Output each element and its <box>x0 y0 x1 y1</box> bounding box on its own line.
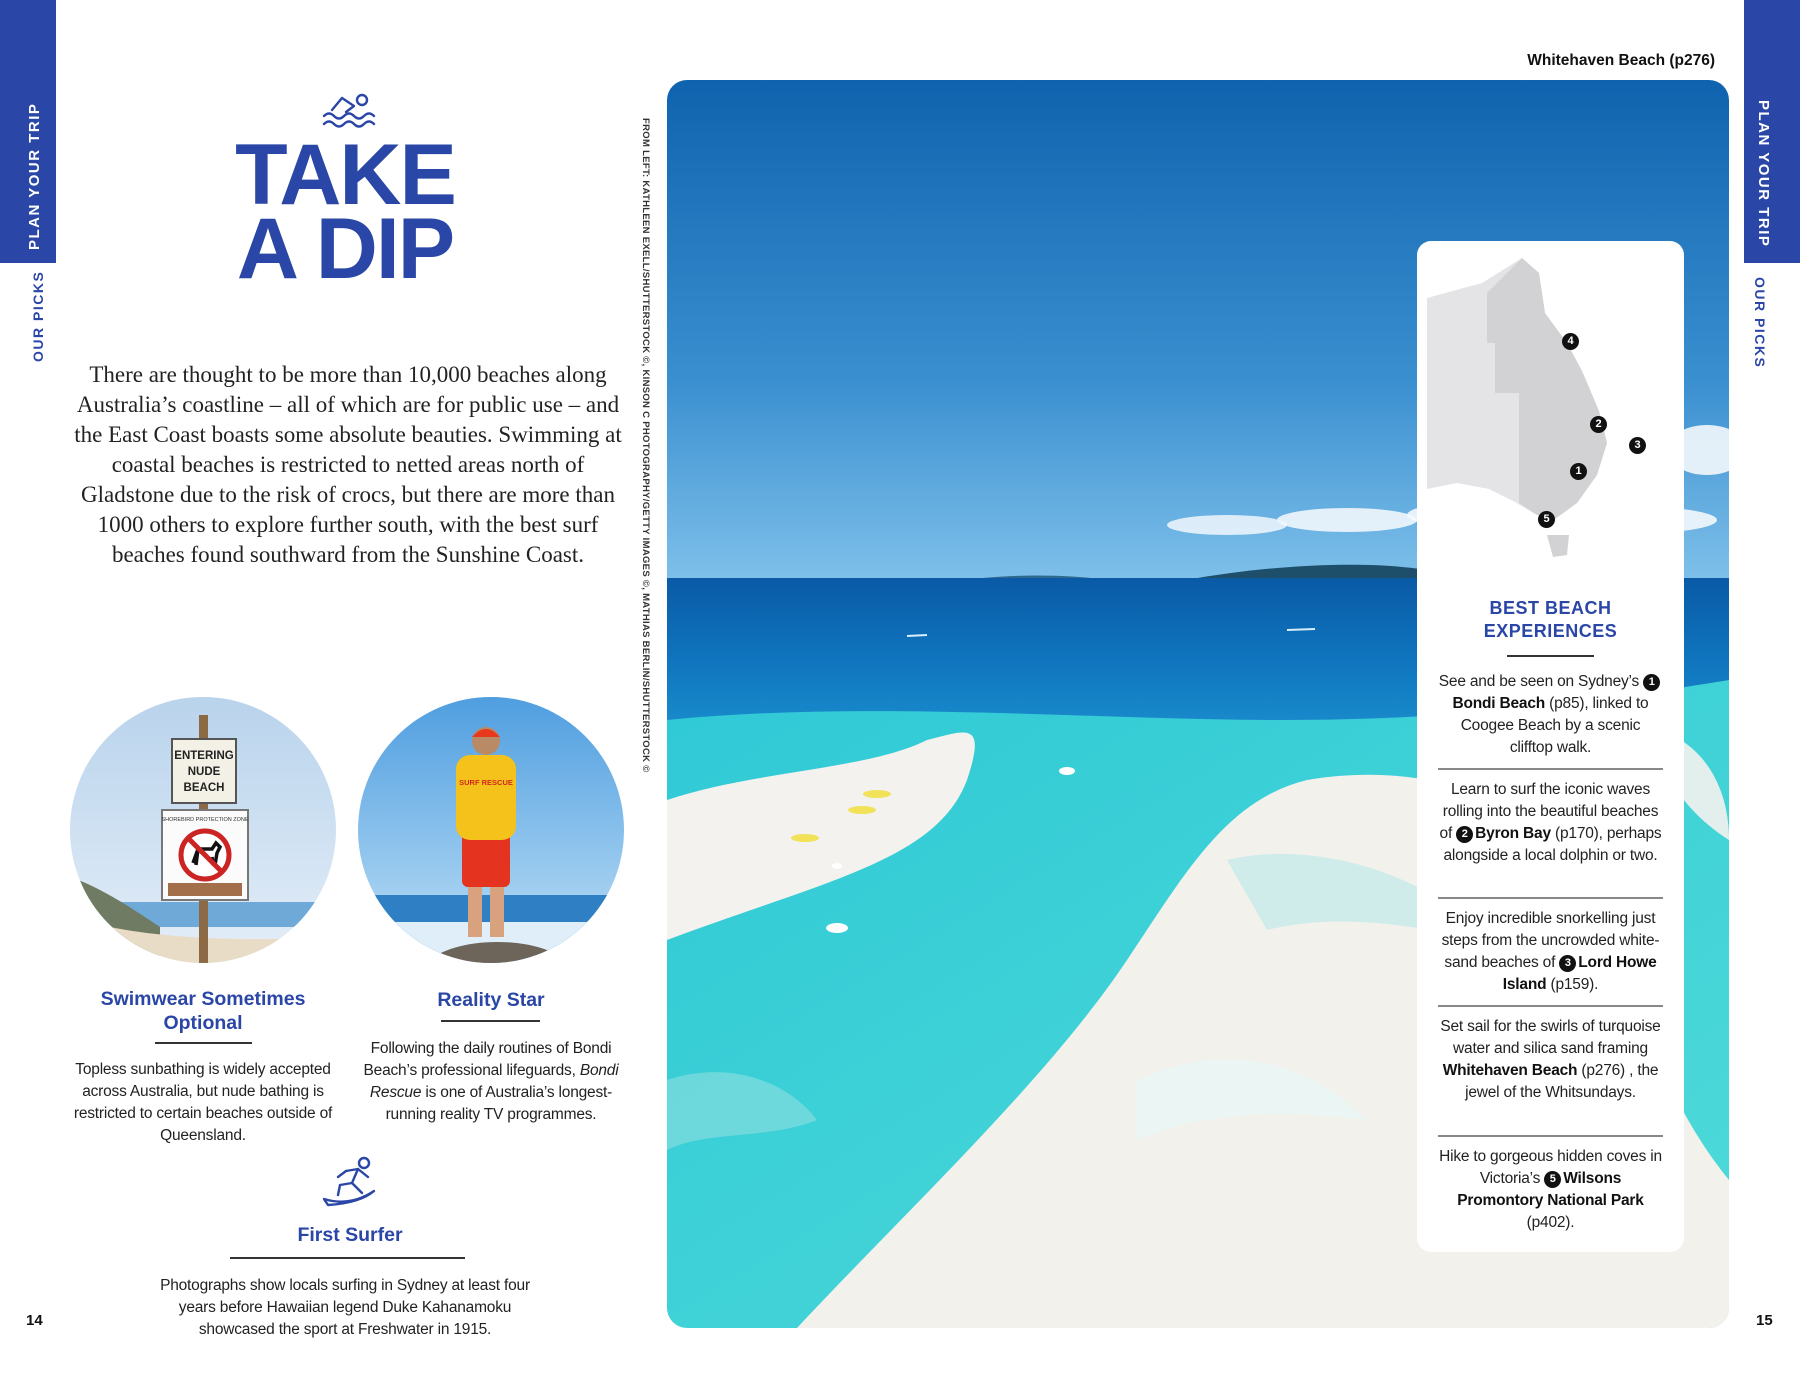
map-pin-2: 2 <box>1590 416 1607 433</box>
map-pin-5: 5 <box>1538 511 1555 528</box>
page-number-left: 14 <box>26 1312 43 1329</box>
exp-2-a: Learn to surf the iconic waves rolling into the beautiful beaches of <box>1439 781 1659 842</box>
photo-caption: Whitehaven Beach (p276) <box>1527 52 1715 69</box>
card-rule-reality-star <box>441 1020 540 1022</box>
card-rule-swimwear <box>155 1042 252 1044</box>
page-title <box>200 127 490 297</box>
section-label-left: OUR PICKS <box>30 270 46 362</box>
experience-divider-3 <box>1438 1005 1663 1007</box>
exp-5-number: 5 <box>1544 1171 1561 1188</box>
exp-5-place: Wilsons Promontory National Park <box>1457 1170 1644 1209</box>
card-text-reality-star-a: Following the daily routines of Bondi Beach’s professional lifeguards, <box>363 1040 612 1079</box>
section-label-right: OUR PICKS <box>1752 277 1768 369</box>
panel-title-line-1: BEST BEACH <box>1489 598 1612 618</box>
exp-1-number: 1 <box>1643 674 1660 691</box>
side-tab-label-left: PLAN YOUR TRIP <box>26 102 43 250</box>
experience-divider-1 <box>1438 768 1663 770</box>
experience-wilsons-prom <box>1438 1146 1663 1234</box>
experience-lord-howe <box>1438 908 1663 996</box>
lifeguard-photo <box>358 697 624 963</box>
show-title-bondi-rescue: Bondi Rescue <box>369 1062 619 1101</box>
title-line-1: TAKE <box>235 127 455 223</box>
page-number-right: 15 <box>1756 1312 1773 1329</box>
card-text-reality-star-b: is one of Australia’s longest-running reality TV programmes. <box>385 1084 613 1123</box>
exp-2-c: (p170), perhaps alongside a local dolphin or two. <box>1443 825 1662 864</box>
nude-beach-sign-photo <box>70 697 336 963</box>
experience-byron <box>1438 779 1663 867</box>
card-title-swimwear: Swimwear Sometimes Optional <box>100 988 306 1034</box>
exp-2-place: Byron Bay <box>1475 825 1551 842</box>
swimmer-icon <box>320 86 376 130</box>
map-pin-1: 1 <box>1570 463 1587 480</box>
experience-whitehaven <box>1438 1016 1663 1104</box>
panel-title-rule <box>1507 655 1594 657</box>
sign-text-line-3: BEACH <box>183 782 225 794</box>
exp-1-a: See and be seen on Sydney’s <box>1438 673 1644 690</box>
card-title-first-surfer: First Surfer <box>297 1224 403 1246</box>
exp-2-number: 2 <box>1456 826 1473 843</box>
exp-5-a: Hike to gorgeous hidden coves in Victoria’s <box>1439 1148 1662 1187</box>
card-rule-first-surfer <box>230 1257 465 1259</box>
exp-4-place: Whitehaven Beach <box>1442 1062 1578 1079</box>
side-tab-right <box>1744 0 1800 263</box>
exp-1-c: (p85), linked to Coogee Beach by a scenic clifftop walk. <box>1460 695 1649 756</box>
side-tab-label-right: PLAN YOUR TRIP <box>1755 100 1772 248</box>
photo-credit: FROM LEFT: KATHLEEN EXELL/SHUTTERSTOCK ©, KINSON C PHOTOGRAPHY/GETTY IMAGES ©, MATHIAS BERLIN/SHUTTERSTOCK © <box>640 118 651 773</box>
card-title-reality-star: Reality Star <box>437 989 545 1011</box>
card-text-reality-star <box>350 1038 632 1126</box>
card-text-swimwear: Topless sunbathing is widely accepted across Australia, but nude bathing is restricted to certain beaches outside of Queensland. <box>73 1061 333 1144</box>
sign-text-line-2: NUDE <box>187 766 221 778</box>
panel-title-line-2: EXPERIENCES <box>1483 621 1618 641</box>
exp-4-c: (p276) , the jewel of the Whitsundays. <box>1465 1062 1659 1101</box>
exp-5-c: (p402). <box>1526 1214 1575 1231</box>
exp-3-place: Lord Howe Island <box>1502 954 1657 993</box>
sign-zone-text: SHOREBIRD PROTECTION ZONE <box>161 817 249 823</box>
exp-1-place: Bondi Beach <box>1452 695 1546 712</box>
card-text-first-surfer: Photographs show locals surfing in Sydney at least four years before Hawaiian legend Duke Kahanamoku showcased the sport at Freshwater in 1915. <box>160 1277 530 1338</box>
experience-divider-4 <box>1438 1135 1663 1137</box>
intro-paragraph: There are thought to be more than 10,000 beaches along Australia’s coastline – all of which are for public use – and the East Coast boasts some absolute beauties. Swimming at coastal beaches is restricted to netted areas north of Gladstone due to the risk of crocs, but there are more than 1000 others to explore further south, with the best surf beaches found southward from the Sunshine Coast. <box>74 362 622 567</box>
surfer-icon <box>320 1155 382 1211</box>
sign-text-line-1: ENTERING <box>174 750 234 762</box>
best-beach-panel <box>1417 241 1684 1252</box>
title-line-2: A DIP <box>236 201 454 297</box>
experience-bondi <box>1438 671 1663 759</box>
exp-4-a: Set sail for the swirls of turquoise water and silica sand framing <box>1440 1018 1661 1057</box>
experience-divider-2 <box>1438 897 1663 899</box>
exp-3-c: (p159). <box>1546 976 1599 993</box>
shirt-text: SURF RESCUE <box>459 778 513 787</box>
map-pin-4: 4 <box>1562 333 1579 350</box>
map-pin-3: 3 <box>1629 437 1646 454</box>
exp-3-a: Enjoy incredible snorkelling just steps from the uncrowded white-sand beaches of <box>1441 910 1660 971</box>
panel-title <box>1417 597 1684 643</box>
exp-3-number: 3 <box>1559 955 1576 972</box>
